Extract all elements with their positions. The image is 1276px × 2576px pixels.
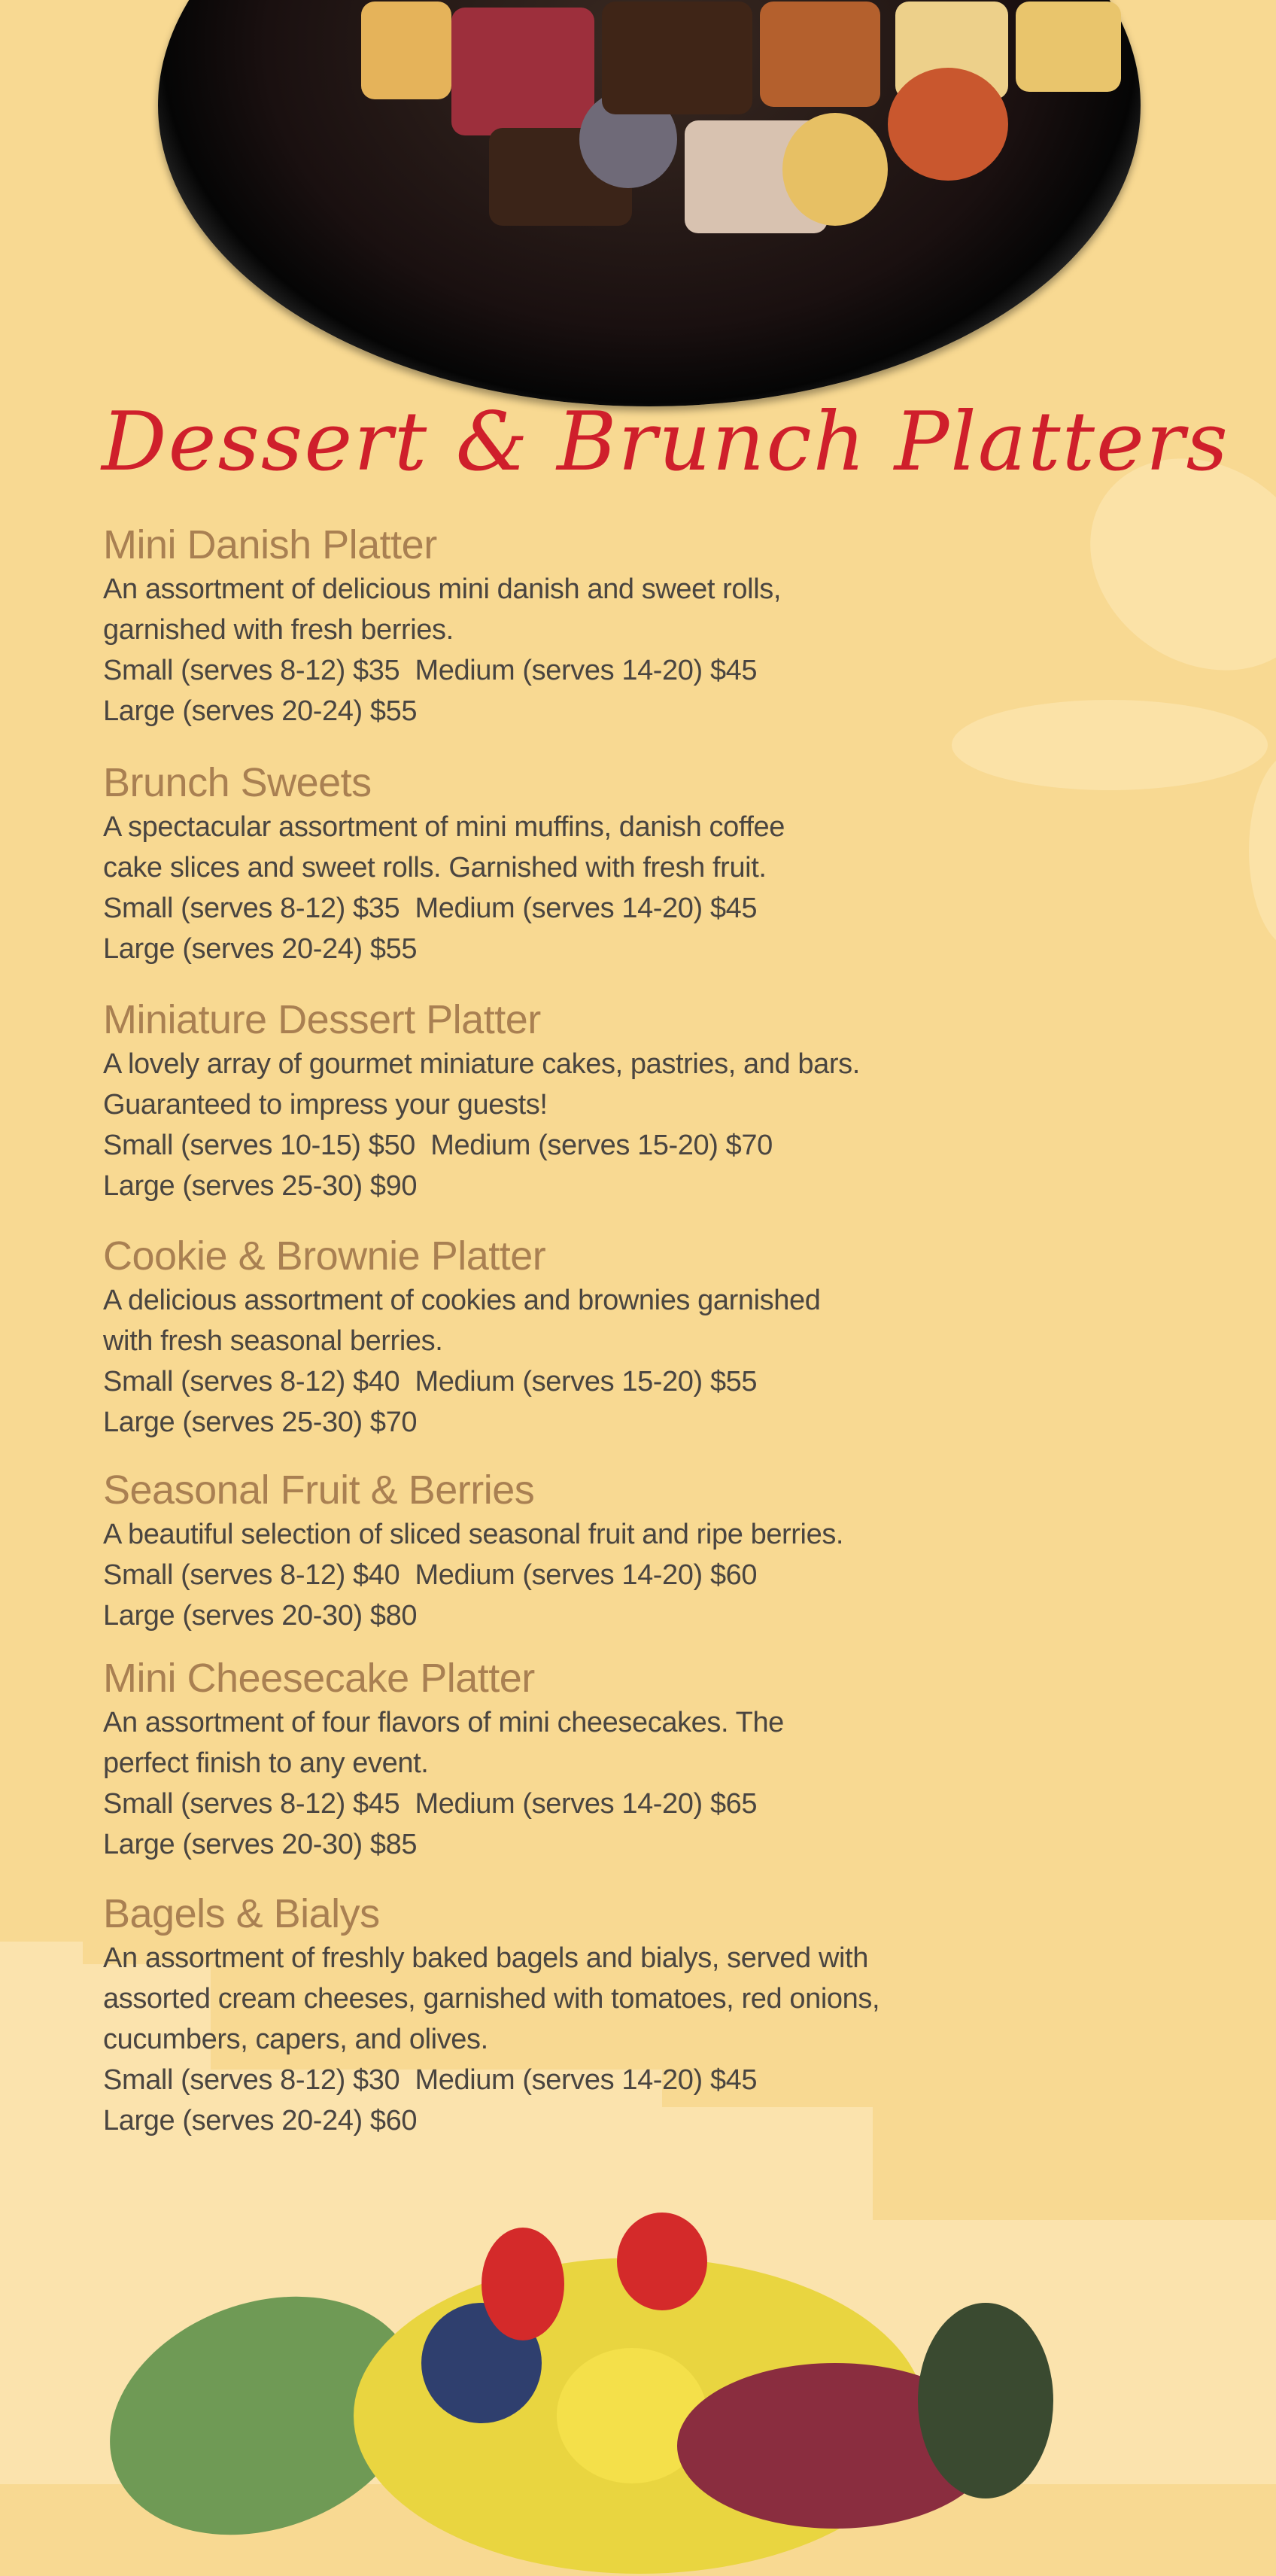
item-description: with fresh seasonal berries.: [103, 1325, 443, 1357]
item-description: A beautiful selection of sliced seasonal fruit and ripe berries.: [103, 1519, 844, 1550]
menu-item: [103, 1890, 1081, 2141]
item-description: Guaranteed to impress your guests!: [103, 1089, 548, 1121]
item-name: Seasonal Fruit & Berries: [103, 1467, 535, 1513]
item-price: Large (serves 25-30) $70: [103, 1407, 418, 1438]
item-price: Small (serves 8-12) $45 Medium (serves 14-20) $65: [103, 1788, 758, 1820]
page-title: Dessert & Brunch Platters: [102, 395, 1229, 489]
item-name: Bagels & Bialys: [103, 1891, 380, 1936]
menu-item: [103, 521, 1081, 731]
item-price: Small (serves 10-15) $50 Medium (serves 15-20) $70: [103, 1130, 773, 1161]
item-price: Large (serves 20-24) $55: [103, 695, 418, 727]
menu-item: [103, 996, 1081, 1206]
item-name: Mini Danish Platter: [103, 522, 437, 567]
dessert-platter-image: [158, 0, 1141, 406]
menu-item: [103, 1466, 1081, 1636]
item-name: Mini Cheesecake Platter: [103, 1656, 535, 1701]
item-description: An assortment of delicious mini danish and sweet rolls,: [103, 573, 782, 605]
item-price: Small (serves 8-12) $40 Medium (serves 14-20) $60: [103, 1559, 758, 1591]
menu-item: [103, 1232, 1081, 1443]
item-price: Small (serves 8-12) $35 Medium (serves 14-20) $45: [103, 655, 758, 686]
item-description: garnished with fresh berries.: [103, 614, 454, 646]
item-description: An assortment of freshly baked bagels and bialys, served with: [103, 1942, 868, 1974]
item-price: Large (serves 20-30) $85: [103, 1829, 418, 1860]
item-name: Miniature Dessert Platter: [103, 997, 541, 1042]
item-description: assorted cream cheeses, garnished with tomatoes, red onions,: [103, 1983, 880, 2015]
item-name: Brunch Sweets: [103, 760, 372, 805]
item-price: Small (serves 8-12) $35 Medium (serves 14-20) $45: [103, 893, 758, 924]
flower-petal-decoration: [1249, 753, 1276, 948]
menu-item: [103, 1654, 1081, 1865]
item-price: Small (serves 8-12) $30 Medium (serves 14-20) $45: [103, 2064, 758, 2096]
item-description: A lovely array of gourmet miniature cakes, pastries, and bars.: [103, 1048, 860, 1080]
item-description: perfect finish to any event.: [103, 1747, 429, 1779]
fruit-platter-image: [105, 2213, 1053, 2484]
item-description: cucumbers, capers, and olives.: [103, 2024, 488, 2055]
menu-item: [103, 759, 1081, 969]
item-price: Large (serves 20-24) $55: [103, 933, 418, 965]
item-price: Large (serves 20-24) $60: [103, 2105, 418, 2137]
item-price: Large (serves 20-30) $80: [103, 1600, 418, 1632]
item-description: cake slices and sweet rolls. Garnished with fresh fruit.: [103, 852, 767, 884]
item-description: A spectacular assortment of mini muffins, danish coffee: [103, 811, 785, 843]
item-description: An assortment of four flavors of mini cheesecakes. The: [103, 1707, 784, 1738]
item-name: Cookie & Brownie Platter: [103, 1233, 546, 1279]
item-description: A delicious assortment of cookies and brownies garnished: [103, 1285, 821, 1316]
item-price: Small (serves 8-12) $40 Medium (serves 15-20) $55: [103, 1366, 758, 1397]
item-price: Large (serves 25-30) $90: [103, 1170, 418, 1202]
